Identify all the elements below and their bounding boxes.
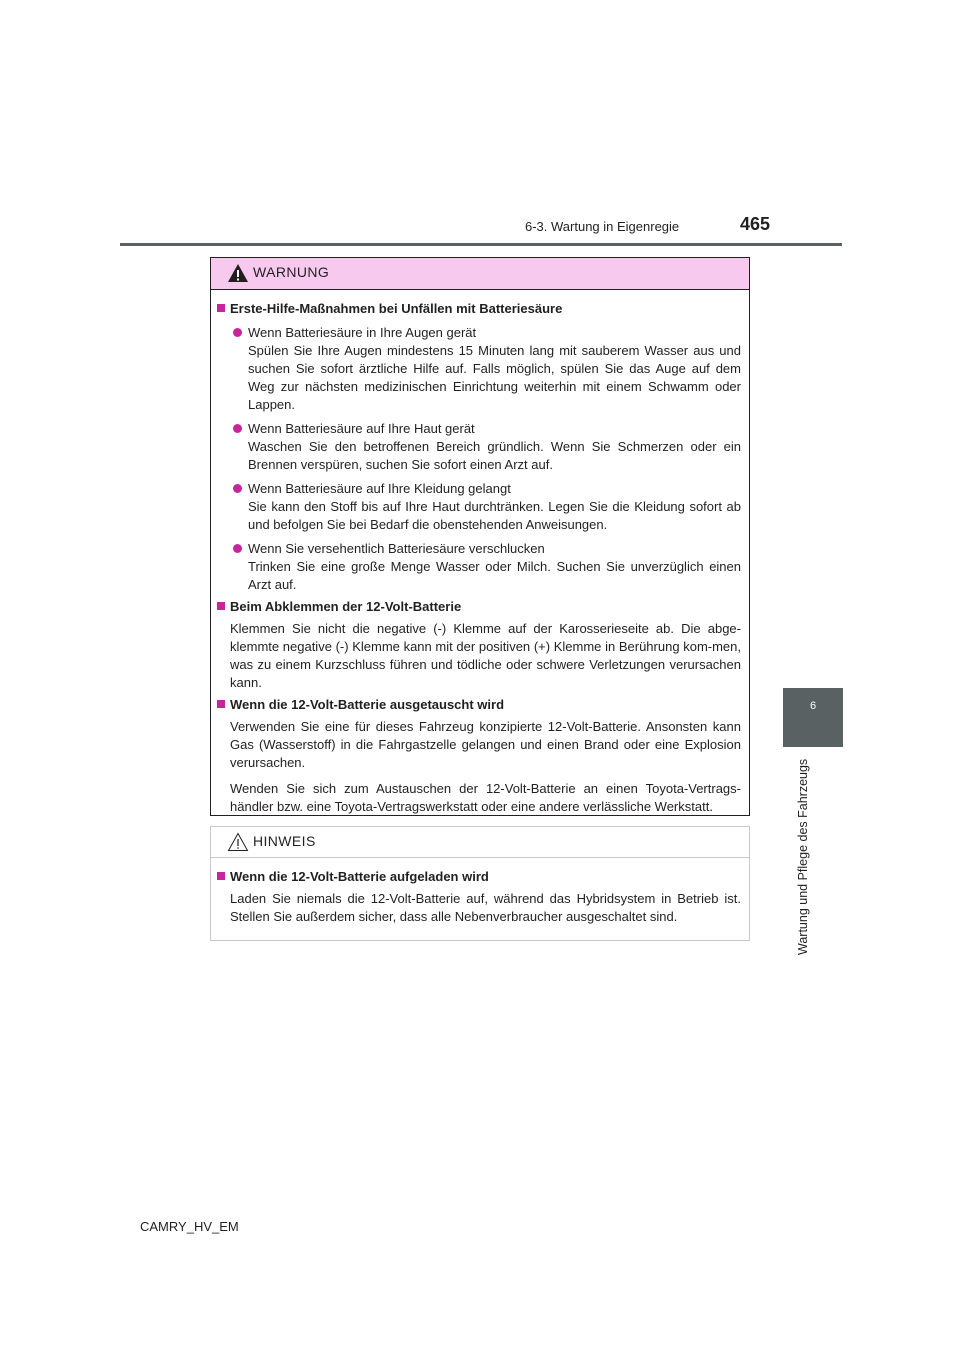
- chapter-tab[interactable]: [783, 688, 843, 747]
- page-number: 465: [740, 214, 771, 234]
- header-divider: [120, 243, 842, 246]
- list-item: [217, 420, 741, 474]
- list-item: [217, 324, 741, 414]
- round-bullet-icon: [233, 328, 242, 337]
- round-bullet-icon: [233, 424, 242, 433]
- section-paragraph: Klemmen Sie nicht die negative (-) Klemme auf der Karosserieseite ab. Die abge-klemmte negative (-) Klemme kann mit der positiven (+) Klemme in Berührung kom-men, was zu einem Kurzschluss führen und tödliche oder schwere Verletzungen verursachen kann.: [230, 621, 741, 690]
- section-paragraph: Laden Sie niemals die 12-Volt-Batterie auf, während das Hybridsystem in Betrieb ist. Stellen Sie außerdem sicher, dass alle Nebenverbraucher ausgeschaltet sind.: [230, 891, 741, 924]
- notice-box: [210, 826, 750, 941]
- warning-header: [211, 258, 749, 290]
- notice-header: [211, 827, 749, 858]
- square-bullet-icon: [217, 304, 225, 312]
- warning-section-first-aid: [217, 300, 741, 594]
- bullet-title: Wenn Sie versehentlich Batteriesäure verschlucken: [248, 541, 545, 556]
- list-item: [217, 540, 741, 594]
- square-bullet-icon: [217, 872, 225, 880]
- bullet-text: Waschen Sie den betroffenen Bereich gründlich. Wenn Sie Schmerzen oder ein Brennen verspüren, suchen Sie sofort einen Arzt auf.: [248, 439, 741, 472]
- warning-box: [210, 257, 750, 816]
- section-heading: Wenn die 12-Volt-Batterie aufgeladen wird: [217, 868, 741, 886]
- bullet-text: Trinken Sie eine große Menge Wasser oder Milch. Suchen Sie unverzüglich einen Arzt auf.: [248, 559, 741, 592]
- round-bullet-icon: [233, 484, 242, 493]
- document-code: CAMRY_HV_EM: [140, 1219, 239, 1234]
- section-paragraph: Verwenden Sie eine für dieses Fahrzeug konzipierte 12-Volt-Batterie. Ansonsten kann Gas (Wasserstoff) in die Fahrgastzelle gelangen und einen Brand oder eine Explosion verursachen.: [230, 719, 741, 770]
- round-bullet-icon: [233, 544, 242, 553]
- list-item: [217, 480, 741, 534]
- notice-section-charging: [217, 868, 741, 926]
- section-heading: Wenn die 12-Volt-Batterie ausgetauscht wird: [217, 696, 741, 714]
- warning-section-replacement: [217, 696, 741, 816]
- square-bullet-icon: [217, 700, 225, 708]
- section-paragraph: Wenden Sie sich zum Austauschen der 12-Volt-Batterie an einen Toyota-Vertrags-händler bzw. eine Toyota-Vertragswerkstatt oder eine andere verlässliche Werkstatt.: [230, 781, 741, 814]
- notice-title: HINWEIS: [253, 833, 316, 849]
- bullet-title: Wenn Batteriesäure auf Ihre Kleidung gelangt: [248, 481, 511, 496]
- square-bullet-icon: [217, 602, 225, 610]
- section-heading: Erste-Hilfe-Maßnahmen bei Unfällen mit Batteriesäure: [217, 300, 741, 318]
- bullet-title: Wenn Batteriesäure auf Ihre Haut gerät: [248, 421, 475, 436]
- warning-title: WARNUNG: [253, 264, 330, 280]
- chapter-tab-number: 6: [809, 700, 817, 712]
- bullet-text: Spülen Sie Ihre Augen mindestens 15 Minuten lang mit sauberem Wasser aus und suchen Sie sofort ärztliche Hilfe auf. Falls möglich, spülen Sie das Auge auf dem Weg zur nächsten medizinischen Einrichtung weiterhin mit einem Schwamm oder Lappen.: [248, 343, 741, 412]
- bullet-text: Sie kann den Stoff bis auf Ihre Haut durchtränken. Legen Sie die Kleidung sofort ab und befolgen Sie bei Bedarf die obenstehenden Anweisungen.: [248, 499, 741, 532]
- warning-triangle-icon: [227, 263, 249, 283]
- running-header-section: 6-3. Wartung in Eigenregie: [525, 219, 680, 234]
- notice-triangle-icon: [227, 832, 249, 852]
- bullet-title: Wenn Batteriesäure in Ihre Augen gerät: [248, 325, 477, 340]
- chapter-tab-title: Wartung und Pflege des Fahrzeugs: [796, 758, 810, 955]
- section-heading: Beim Abklemmen der 12-Volt-Batterie: [217, 598, 741, 616]
- warning-section-disconnect: [217, 598, 741, 692]
